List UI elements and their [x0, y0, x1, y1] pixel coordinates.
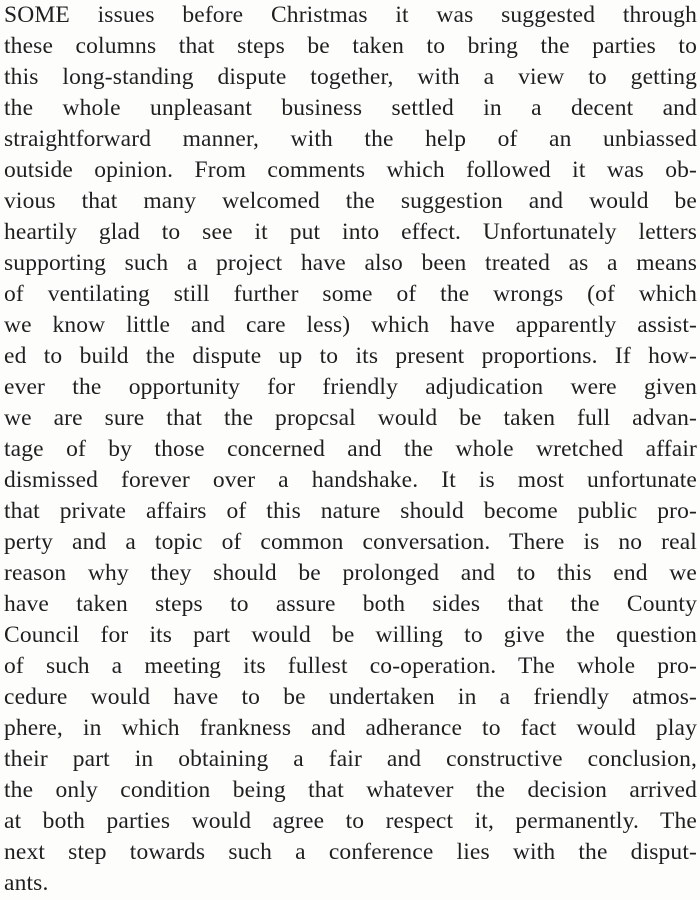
text-line: perty and a topic of common conversation. There is no real	[4, 529, 697, 555]
text-line: SOME issues before Christmas it was suggested through	[4, 2, 697, 28]
text-line: have taken steps to assure both sides that the County	[4, 591, 697, 617]
text-line: dismissed forever over a handshake. It is most unfortunate	[4, 467, 697, 493]
text-line: phere, in which frankness and adherance to fact would play	[4, 715, 697, 741]
text-line: straightforward manner, with the help of an unbiassed	[4, 126, 697, 152]
text-line: their part in obtaining a fair and constructive conclusion,	[4, 746, 697, 772]
text-line: ever the opportunity for friendly adjudication were given	[4, 374, 697, 400]
text-line: these columns that steps be taken to bring the parties to	[4, 33, 697, 59]
text-line: outside opinion. From comments which followed it was ob-	[4, 157, 697, 183]
text-line: we are sure that the propcsal would be taken full advan-	[4, 405, 697, 431]
text-line: of such a meeting its fullest co-operation. The whole pro-	[4, 653, 697, 679]
text-line: we know little and care less) which have apparently assist-	[4, 312, 697, 338]
article-body	[4, 0, 697, 899]
text-line: the only condition being that whatever the decision arrived	[4, 777, 697, 803]
text-line: vious that many welcomed the suggestion and would be	[4, 188, 697, 214]
text-line: that private affairs of this nature should become public pro-	[4, 498, 697, 524]
text-line: ants.	[4, 870, 49, 896]
text-line: supporting such a project have also been treated as a means	[4, 250, 697, 276]
text-line: next step towards such a conference lies with the disput-	[4, 839, 697, 865]
text-line: of ventilating still further some of the wrongs (of which	[4, 281, 697, 307]
text-line: reason why they should be prolonged and to this end we	[4, 560, 697, 586]
text-line: cedure would have to be undertaken in a friendly atmos-	[4, 684, 697, 710]
text-line: at both parties would agree to respect it, permanently. The	[4, 808, 697, 834]
text-line: this long-standing dispute together, with a view to getting	[4, 64, 697, 90]
text-line: heartily glad to see it put into effect. Unfortunately letters	[4, 219, 697, 245]
text-line: tage of by those concerned and the whole wretched affair	[4, 436, 697, 462]
text-line: the whole unpleasant business settled in a decent and	[4, 95, 697, 121]
text-line: Council for its part would be willing to give the question	[4, 622, 697, 648]
text-line: ed to build the dispute up to its present proportions. If how-	[4, 343, 697, 369]
